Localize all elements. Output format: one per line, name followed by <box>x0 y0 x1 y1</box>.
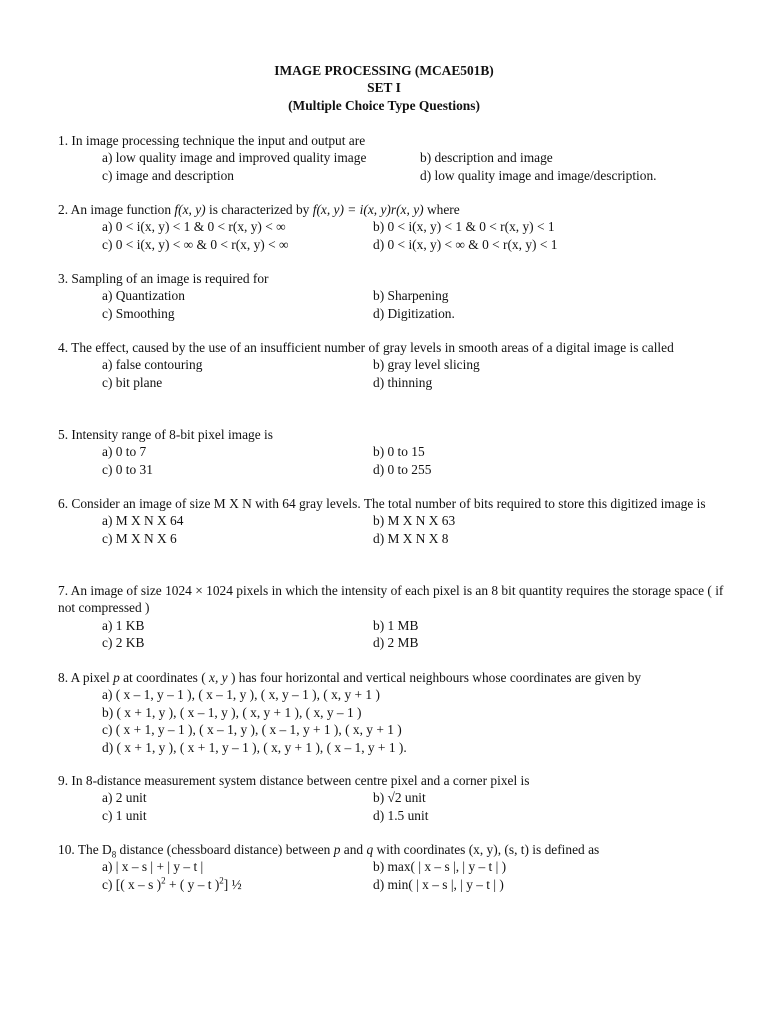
option-c: c) 0 < i(x, y) < ∞ & 0 < r(x, y) < ∞ <box>102 236 289 252</box>
question-6 <box>58 495 738 547</box>
question-5 <box>58 426 738 478</box>
option-c: c) [( x – s )$^2$ + ( y – t )$^2$] ½ <box>102 875 242 892</box>
option-d: d) Digitization. <box>373 305 455 321</box>
option-a: a) low quality image and improved quality image <box>102 150 367 166</box>
option-d: d) ( x + 1, y ), ( x + 1, y – 1 ), ( x, y + 1 ), ( x – 1, y + 1 ). <box>102 739 407 755</box>
question-stem: 10. The $D_8$ distance (chessboard distance) between p and q with coordinates (x, y), (s, t) is defined as <box>58 842 600 860</box>
option-b: b) max( | x – s |, | y – t | ) <box>373 859 507 875</box>
question-4 <box>58 339 738 391</box>
option-b: b) ( x + 1, y ), ( x – 1, y ), ( x, y + 1 ), ( x, y – 1 ) <box>102 704 362 720</box>
option-d: d) 0 to 255 <box>373 461 432 477</box>
document-subtitle: (Multiple Choice Type Questions) <box>288 97 480 113</box>
option-d: d) thinning <box>373 374 433 390</box>
option-a: a) ( x – 1, y – 1 ), ( x – 1, y ), ( x, y – 1 ), ( x, y + 1 ) <box>102 687 380 703</box>
question-8 <box>58 669 738 756</box>
option-d: d) 2 MB <box>373 635 419 651</box>
option-d: d) min( | x – s |, | y – t | ) <box>373 876 504 892</box>
option-b: b) description and image <box>420 150 553 166</box>
option-c: c) ( x + 1, y – 1 ), ( x – 1, y ), ( x – 1, y + 1 ), ( x, y + 1 ) <box>102 722 402 738</box>
option-a: a) 0 to 7 <box>102 444 147 460</box>
option-c: c) bit plane <box>102 374 163 390</box>
option-a: a) Quantization <box>102 288 185 304</box>
option-b: b) 0 to 15 <box>373 444 425 460</box>
document-header <box>0 62 768 114</box>
question-stem: 1. In image processing technique the input and output are <box>58 133 366 148</box>
question-stem: 5. Intensity range of 8-bit pixel image is <box>58 427 273 442</box>
option-b: b) Sharpening <box>373 288 449 304</box>
question-stem: 7. An image of size 1024 × 1024 pixels in which the intensity of each pixel is an 8 bit quantity requires the storage space ( if not compressed ) <box>58 583 724 616</box>
question-stem: 3. Sampling of an image is required for <box>58 271 269 286</box>
question-stem: 9. In 8-distance measurement system distance between centre pixel and a corner pixel is <box>58 773 530 788</box>
option-c: c) image and description <box>102 167 234 183</box>
option-d: d) M X N X 8 <box>373 530 449 546</box>
option-a: a) false contouring <box>102 357 203 373</box>
question-stem: 4. The effect, caused by the use of an insufficient number of gray levels in smooth areas of a digital image is called <box>58 340 674 355</box>
option-c: c) 0 to 31 <box>102 461 153 477</box>
question-2 <box>58 201 738 253</box>
question-3 <box>58 270 738 322</box>
option-b: b) gray level slicing <box>373 357 480 373</box>
option-a: a) 0 < i(x, y) < 1 & 0 < r(x, y) < ∞ <box>102 219 286 235</box>
option-c: c) Smoothing <box>102 305 175 321</box>
option-c: c) 2 KB <box>102 635 145 651</box>
question-stem: 6. Consider an image of size M X N with 64 gray levels. The total number of bits required to store this digitized image is <box>58 496 706 511</box>
option-b: b) 1 MB <box>373 617 419 633</box>
question-1 <box>58 132 738 184</box>
option-b: b) M X N X 63 <box>373 513 456 529</box>
document-title: IMAGE PROCESSING (MCAE501B) <box>274 63 494 78</box>
question-7 <box>58 582 738 652</box>
option-d: d) low quality image and image/description. <box>420 167 657 183</box>
option-b: b) 0 < i(x, y) < 1 & 0 < r(x, y) < 1 <box>373 219 555 235</box>
option-a: a) | x – s | + | y – t | <box>102 859 204 875</box>
option-d: d) 1.5 unit <box>373 807 429 823</box>
question-9 <box>58 772 738 824</box>
question-stem: 2. An image function f(x, y) is characterized by f(x, y) = i(x, y)r(x, y) where <box>58 202 460 217</box>
option-a: a) M X N X 64 <box>102 513 184 529</box>
option-c: c) M X N X 6 <box>102 530 177 546</box>
option-b: b) √2 unit <box>373 790 426 806</box>
option-d: d) 0 < i(x, y) < ∞ & 0 < r(x, y) < 1 <box>373 236 558 252</box>
set-label: SET I <box>367 80 401 96</box>
question-stem: 8. A pixel p at coordinates ( x, y ) has four horizontal and vertical neighbours whose coordinates are given by <box>58 670 642 685</box>
option-c: c) 1 unit <box>102 807 147 823</box>
option-a: a) 2 unit <box>102 790 147 806</box>
question-10 <box>58 841 738 893</box>
option-a: a) 1 KB <box>102 617 145 633</box>
